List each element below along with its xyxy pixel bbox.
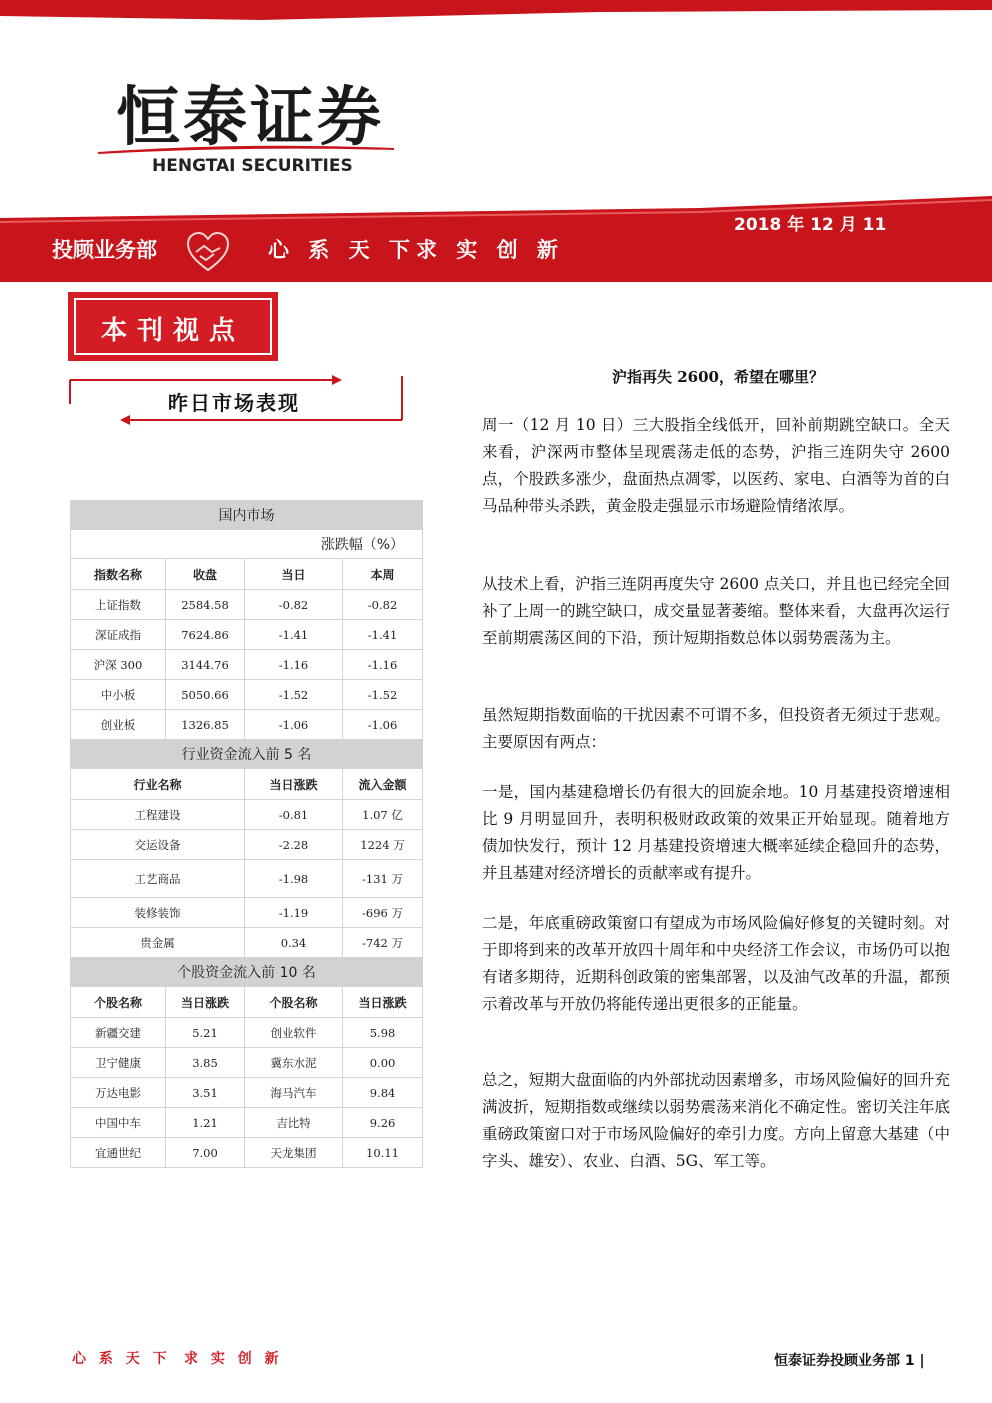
- table-cell: -1.52: [343, 680, 423, 710]
- table-cell: 9.84: [343, 1078, 423, 1108]
- article-title: 沪指再失 2600，希望在哪里？: [612, 368, 824, 386]
- column-header: 个股名称: [71, 987, 166, 1018]
- unit-label: 涨跌幅（%）: [71, 530, 423, 559]
- table-cell: -1.16: [245, 650, 343, 680]
- table-cell: 冀东水泥: [245, 1048, 343, 1078]
- table-cell: -0.82: [343, 590, 423, 620]
- footer-slogan-1: 心 系 天 下: [72, 1351, 171, 1367]
- table-cell: 2584.58: [166, 590, 245, 620]
- stock-flow-header: 个股资金流入前 10 名: [71, 958, 423, 987]
- table-row: [71, 680, 423, 710]
- table-cell: 上证指数: [71, 590, 166, 620]
- article-paragraph: 周一（12 月 10 日）三大股指全线低开，回补前期跳空缺口。全天来看，沪深两市整体呈现震荡走低的态势，沪指三连阴失守 2600 点，个股跌多涨少，盘面热点凋零，以医药、家电、白酒等为首的白马品种带头杀跌，黄金股走强显示市场避险情绪浓厚。: [482, 416, 950, 515]
- column-header: 当日涨跌: [343, 987, 423, 1018]
- table-cell: 1224 万: [343, 830, 423, 860]
- department-name: 投顾业务部: [52, 238, 157, 262]
- table-cell: 万达电影: [71, 1078, 166, 1108]
- table-cell: -1.06: [245, 710, 343, 740]
- article-paragraph: 总之，短期大盘面临的内外部扰动因素增多，市场风险偏好的回升充满波折，短期指数或继续以弱势震荡来消化不确定性。密切关注年底重磅政策窗口对于市场风险偏好的牵引力度。方向上留意大基建（中字头、雄安）、农业、白酒、5G、军工等。: [482, 1071, 950, 1170]
- table-cell: 沪深 300: [71, 650, 166, 680]
- table-row: [71, 650, 423, 680]
- table-cell: 新疆交建: [71, 1018, 166, 1048]
- table-cell: 3.51: [166, 1078, 245, 1108]
- table-cell: 工程建设: [71, 800, 245, 830]
- table-cell: 深证成指: [71, 620, 166, 650]
- table-cell: -1.16: [343, 650, 423, 680]
- domestic-market-header: 国内市场: [71, 501, 423, 530]
- table-cell: 0.34: [245, 928, 343, 958]
- table-cell: 天龙集团: [245, 1138, 343, 1168]
- table-cell: 10.11: [343, 1138, 423, 1168]
- table-cell: 9.26: [343, 1108, 423, 1138]
- table-cell: 装修装饰: [71, 898, 245, 928]
- table-cell: -1.19: [245, 898, 343, 928]
- market-table: [70, 500, 423, 1168]
- table-cell: 创业板: [71, 710, 166, 740]
- table-cell: -2.28: [245, 830, 343, 860]
- column-header: 个股名称: [245, 987, 343, 1018]
- table-cell: 5050.66: [166, 680, 245, 710]
- table-cell: -0.82: [245, 590, 343, 620]
- section-title-box: [68, 292, 278, 361]
- table-cell: -1.98: [245, 860, 343, 898]
- table-row: [71, 1138, 423, 1168]
- stock-header-row: [71, 987, 423, 1018]
- column-header: 当日: [245, 559, 343, 590]
- table-cell: 0.00: [343, 1048, 423, 1078]
- index-header-row: [71, 559, 423, 590]
- table-row: [71, 1018, 423, 1048]
- column-header: 行业名称: [71, 769, 245, 800]
- table-row: [71, 1108, 423, 1138]
- table-cell: 7.00: [166, 1138, 245, 1168]
- table-cell: 5.21: [166, 1018, 245, 1048]
- table-cell: 7624.86: [166, 620, 245, 650]
- table-row: [71, 590, 423, 620]
- table-row: [71, 898, 423, 928]
- footer-slogan-2: 求 实 创 新: [184, 1351, 283, 1367]
- handshake-heart-icon: [184, 228, 232, 276]
- table-cell: 交运设备: [71, 830, 245, 860]
- table-cell: 卫宁健康: [71, 1048, 166, 1078]
- table-row: [71, 928, 423, 958]
- logo-subtitle: HENGTAI SECURITIES: [152, 156, 353, 176]
- table-cell: 中国中车: [71, 1108, 166, 1138]
- column-header: 指数名称: [71, 559, 166, 590]
- industry-header-row: [71, 769, 423, 800]
- column-header: 当日涨跌: [245, 769, 343, 800]
- table-row: [71, 620, 423, 650]
- table-cell: -742 万: [343, 928, 423, 958]
- logo-text: 恒泰证券: [116, 81, 384, 155]
- table-cell: 宜通世纪: [71, 1138, 166, 1168]
- table-cell: 1326.85: [166, 710, 245, 740]
- table-row: [71, 830, 423, 860]
- subtitle: 昨日市场表现: [168, 391, 300, 415]
- table-cell: 吉比特: [245, 1108, 343, 1138]
- table-cell: -131 万: [343, 860, 423, 898]
- table-cell: 创业软件: [245, 1018, 343, 1048]
- issue-date: 2018 年 12 月 11: [734, 215, 887, 235]
- article-paragraph: 虽然短期指数面临的干扰因素不可谓不多，但投资者无须过于悲观。主要原因有两点：: [482, 706, 950, 751]
- table-cell: 贵金属: [71, 928, 245, 958]
- article-paragraph: 从技术上看，沪指三连阴再度失守 2600 点关口，并且也已经完全回补了上周一的跳空缺口，成交量显著萎缩。整体来看，大盘再次运行至前期震荡区间的下沿，预计短期指数总体以弱势震荡为主。: [482, 575, 950, 647]
- table-row: [71, 860, 423, 898]
- table-cell: -1.41: [343, 620, 423, 650]
- table-row: [71, 1078, 423, 1108]
- table-cell: 3.85: [166, 1048, 245, 1078]
- table-cell: 1.07 亿: [343, 800, 423, 830]
- article-paragraph: 二是，年底重磅政策窗口有望成为市场风险偏好修复的关键时刻。对于即将到来的改革开放四十周年和中央经济工作会议，市场仍可以抱有诸多期待，近期科创政策的密集部署，以及油气改革的升温，都预示着改革与开放仍将能传递出更很多的正能量。: [482, 914, 950, 1013]
- footer-page-label: 恒泰证券投顾业务部 1 |: [774, 1353, 925, 1369]
- table-cell: -1.52: [245, 680, 343, 710]
- table-cell: -1.06: [343, 710, 423, 740]
- table-cell: 3144.76: [166, 650, 245, 680]
- table-cell: -0.81: [245, 800, 343, 830]
- table-cell: -696 万: [343, 898, 423, 928]
- table-row: [71, 710, 423, 740]
- table-cell: 1.21: [166, 1108, 245, 1138]
- table-cell: -1.41: [245, 620, 343, 650]
- table-row: [71, 1048, 423, 1078]
- section-title: 本刊视点: [100, 316, 245, 346]
- article-paragraph: 一是，国内基建稳增长仍有很大的回旋余地。10 月基建投资增速相比 9 月明显回升，表明积极财政政策的效果正开始显现。随着地方债加快发行，预计 12 月基建投资增速大概率延续企稳回升的态势，并且基建对经济增长的贡献率或有提升。: [482, 783, 950, 882]
- header-slogan-1: 心 系 天 下: [268, 238, 416, 262]
- table-cell: 5.98: [343, 1018, 423, 1048]
- table-cell: 工艺商品: [71, 860, 245, 898]
- table-row: [71, 800, 423, 830]
- column-header: 当日涨跌: [166, 987, 245, 1018]
- column-header: 本周: [343, 559, 423, 590]
- industry-flow-header: 行业资金流入前 5 名: [71, 740, 423, 769]
- column-header: 流入金额: [343, 769, 423, 800]
- table-cell: 海马汽车: [245, 1078, 343, 1108]
- header-slogan-2: 求 实 创 新: [416, 238, 564, 262]
- table-cell: 中小板: [71, 680, 166, 710]
- column-header: 收盘: [166, 559, 245, 590]
